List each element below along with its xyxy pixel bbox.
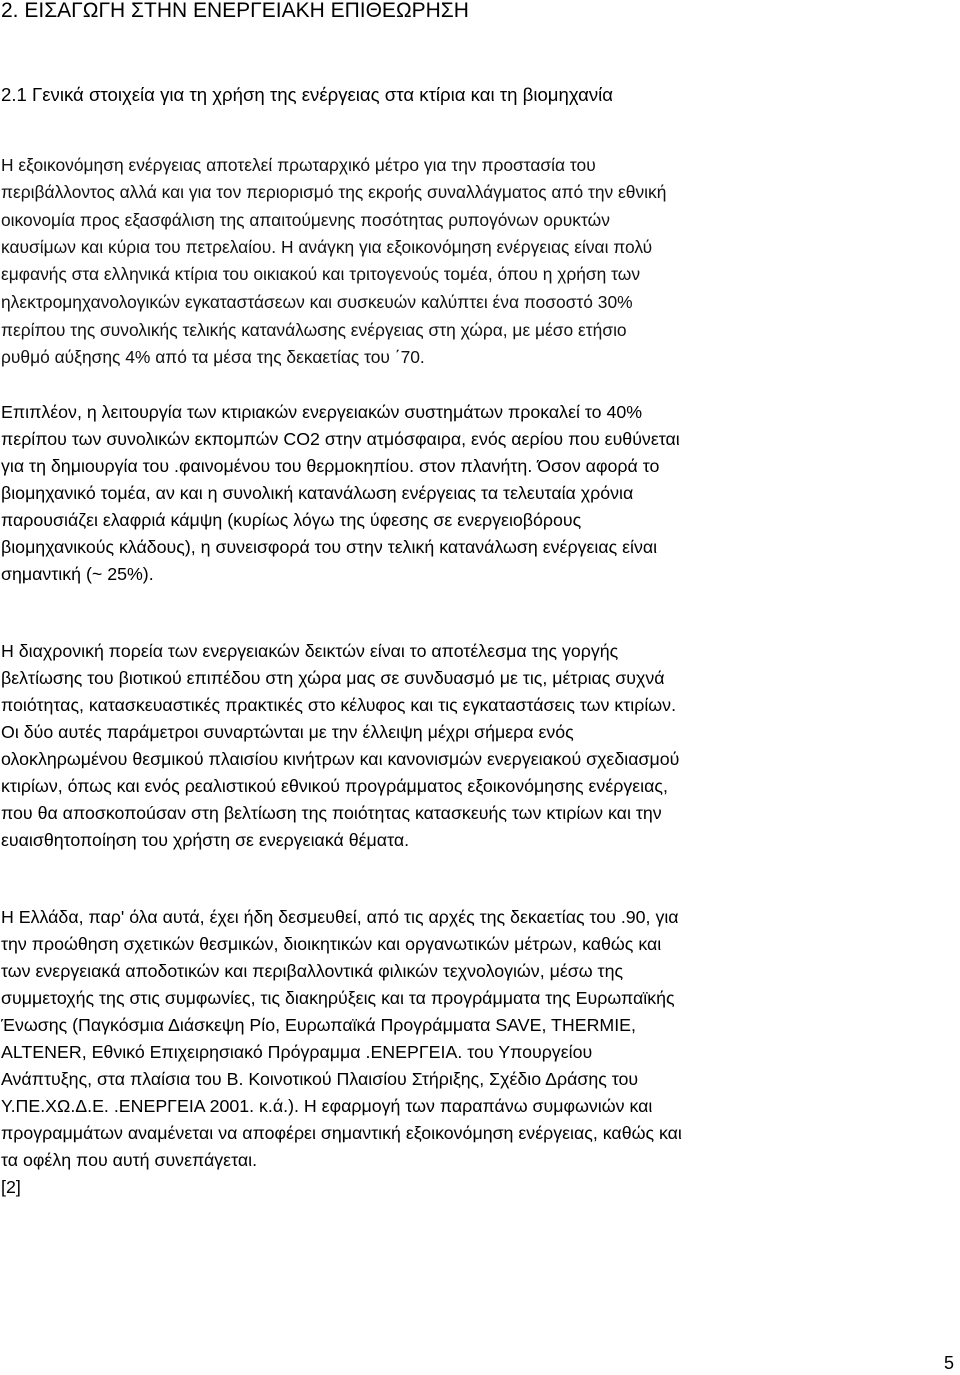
- paragraph-line: ALTENER, Εθνικό Επιχειρησιακό Πρόγραμμα .ΕΝΕΡΓΕΙΑ. του Υπουργείου: [1, 1042, 593, 1062]
- paragraph-line: για τη δημιουργία του .φαινομένου του θερμοκηπίου. στον πλανήτη. Όσον αφορά το: [1, 456, 660, 476]
- section-title: 2.1 Γενικά στοιχεία για τη χρήση της ενέργειας στα κτίρια και τη βιομηχανία: [1, 84, 614, 105]
- paragraph-line: των ενεργειακά αποδοτικών και περιβαλλοντικά φιλικών τεχνολογιών, μέσω της: [1, 961, 624, 981]
- paragraph-line: ευαισθητοποίηση του χρήστη σε ενεργειακά θέματα.: [1, 830, 410, 850]
- paragraph-line: την προώθηση σχετικών θεσμικών, διοικητικών και οργανωτικών μέτρων, καθώς και: [1, 934, 662, 954]
- paragraph-line: Υ.ΠΕ.ΧΩ.Δ.Ε. .ΕΝΕΡΓΕΙΑ 2001. κ.ά.). Η εφαρμογή των παραπάνω συμφωνιών και: [1, 1096, 653, 1116]
- paragraph-line: βιομηχανικό τομέα, αν και η συνολική κατανάλωση ενέργειας τα τελευταία χρόνια: [1, 483, 634, 503]
- paragraph-line: βελτίωσης του βιοτικού επιπέδου στη χώρα μας σε συνδυασμό με τις, μέτριας συχνά: [1, 668, 665, 688]
- paragraph-line: σημαντική (~ 25%).: [1, 564, 154, 584]
- paragraph-line: ολοκληρωμένου θεσμικού πλαισίου κινήτρων και κανονισμών ενεργειακού σχεδιασμού: [1, 749, 680, 769]
- paragraph-line: καυσίμων και κύρια του πετρελαίου. Η ανάγκη για εξοικονόμηση ενέργειας είναι πολύ: [1, 237, 653, 257]
- paragraph-line: περίπου της συνολικής τελικής κατανάλωσης ενέργειας στη χώρα, με μέσο ετήσιο: [1, 320, 627, 340]
- paragraph-line: προγραμμάτων αναμένεται να αποφέρει σημαντική εξοικονόμηση ενέργειας, καθώς και: [1, 1123, 682, 1143]
- paragraph-line: Ένωσης (Παγκόσμια Διάσκεψη Ρίο, Ευρωπαϊκά Προγράμματα SAVE, THERMIE,: [1, 1015, 636, 1035]
- paragraph-line: παρουσιάζει ελαφριά κάμψη (κυρίως λόγω της ύφεσης σε ενεργειοβόρους: [1, 510, 582, 530]
- paragraph-line: ρυθμό αύξησης 4% από τα μέσα της δεκαετίας του ΄70.: [1, 347, 425, 367]
- paragraph-line: εμφανής στα ελληνικά κτίρια του οικιακού και τριτογενούς τομέα, όπου η χρήση των: [1, 264, 641, 284]
- paragraph-line: τα οφέλη που αυτή συνεπάγεται.: [1, 1150, 258, 1170]
- paragraph-line: Η διαχρονική πορεία των ενεργειακών δεικτών είναι το αποτέλεσμα της γοργής: [1, 641, 619, 661]
- paragraph-line: περιβάλλοντος αλλά και για τον περιορισμό της εκροής συναλλάγματος από την εθνική: [1, 182, 667, 202]
- paragraph-line: βιομηχανικούς κλάδους), η συνεισφορά του στην τελική κατανάλωση ενέργειας είναι: [1, 537, 658, 557]
- paragraph-line: κτιρίων, όπως και ενός ρεαλιστικού εθνικού προγράμματος εξοικονόμησης ενέργειας,: [1, 776, 668, 796]
- paragraph-line: Επιπλέον, η λειτουργία των κτιριακών ενεργειακών συστημάτων προκαλεί το 40%: [1, 402, 643, 422]
- paragraph-line: συμμετοχής της στις συμφωνίες, τις διακηρύξεις και τα προγράμματα της Ευρωπαϊκής: [1, 988, 675, 1008]
- paragraph-line: περίπου των συνολικών εκπομπών CO2 στην ατμόσφαιρα, ενός αερίου που ευθύνεται: [1, 429, 680, 449]
- paragraph-line: Ανάπτυξης, στα πλαίσια του Β. Κοινοτικού Πλαισίου Στήριξης, Σχέδιο Δράσης του: [1, 1069, 639, 1089]
- chapter-title: 2. ΕΙΣΑΓΩΓΗ ΣΤΗΝ ΕΝΕΡΓΕΙΑΚΗ ΕΠΙΘΕΩΡΗΣΗ: [1, 0, 469, 22]
- paragraph-line: Η εξοικονόμηση ενέργειας αποτελεί πρωταρχικό μέτρο για την προστασία του: [1, 155, 596, 175]
- paragraph-line: οικονομία προς εξασφάλιση της απαιτούμενης ποσότητας ρυπογόνων ορυκτών: [1, 210, 610, 230]
- paragraph-line: που θα αποσκοποúσαν στη βελτίωση της ποιότητας κατασκευής των κτιρίων και την: [1, 803, 662, 823]
- paragraph-line: ποιότητας, κατασκευαστικές πρακτικές στο κέλυφος και τις εγκαταστάσεις των κτιρίων.: [1, 695, 677, 715]
- reference-citation: [2]: [1, 1177, 21, 1197]
- paragraph-line: ηλεκτρομηχανολογικών εγκαταστάσεων και συσκευών καλύπτει ένα ποσοστό 30%: [1, 292, 633, 312]
- paragraph-line: Η Ελλάδα, παρ' όλα αυτά, έχει ήδη δεσμευθεί, από τις αρχές της δεκαετίας του .90, για: [1, 907, 679, 927]
- page-number: 5: [943, 1353, 954, 1373]
- paragraph-line: Οι δύο αυτές παράμετροι συναρτώνται με την έλλειψη μέχρι σήμερα ενός: [1, 722, 574, 742]
